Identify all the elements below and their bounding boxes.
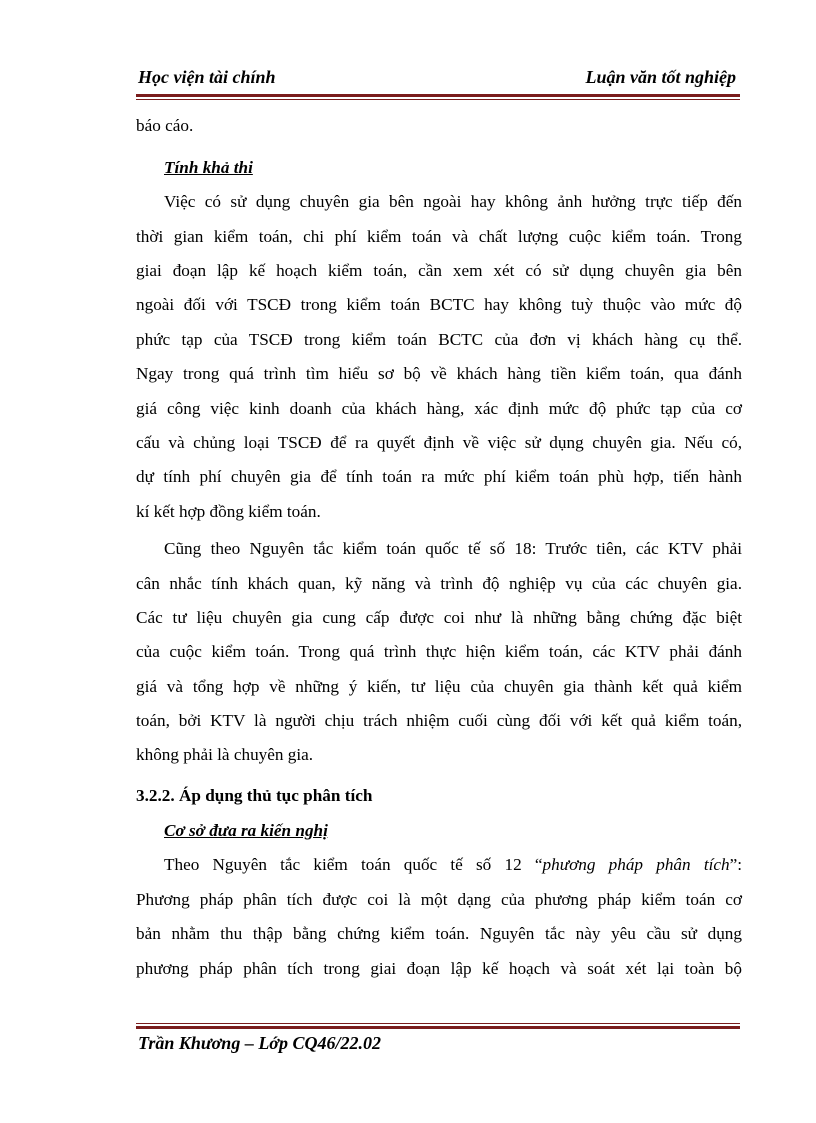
paragraph-line: phương pháp phân tích trong giai đoạn lập kế hoạch và soát xét lại toàn bộ — [136, 959, 742, 978]
subheading-basis: Cơ sở đưa ra kiến nghị — [164, 821, 328, 840]
paragraph-line: không phải là chuyên gia. — [136, 745, 314, 764]
paragraph-line: thời gian kiểm toán, chi phí kiểm toán và chất lượng cuộc kiểm toán. Trong — [136, 227, 742, 246]
paragraph-line: toán, bởi KTV là người chịu trách nhiệm cuối cùng đối với kết quả kiểm toán, — [136, 711, 742, 730]
paragraph-line: phức tạp của TSCĐ trong kiểm toán BCTC của đơn vị khách hàng cụ thể. — [136, 330, 742, 349]
paragraph-line: Cũng theo Nguyên tắc kiểm toán quốc tế số 18: Trước tiên, các KTV phải — [164, 539, 742, 558]
paragraph-line: Các tư liệu chuyên gia cung cấp được coi như là những bằng chứng đặc biệt — [136, 608, 742, 627]
footer-rule-thick — [136, 1026, 740, 1029]
paragraph-line: Ngay trong quá trình tìm hiểu sơ bộ về khách hàng tiền kiểm toán, qua đánh — [136, 364, 742, 383]
paragraph-line: Việc có sử dụng chuyên gia bên ngoài hay không ảnh hưởng trực tiếp đến — [164, 192, 742, 211]
body-line: báo cáo. — [136, 116, 194, 135]
paragraph-line: giá công việc kinh doanh của khách hàng, xác định mức độ phức tạp của cơ — [136, 399, 742, 418]
header-document-type: Luận văn tốt nghiệp — [585, 67, 736, 87]
paragraph-line: ngoài đối với TSCĐ trong kiểm toán BCTC hay không tuỳ thuộc vào mức độ — [136, 295, 742, 314]
page-header — [136, 66, 740, 92]
section-heading: 3.2.2. Áp dụng thủ tục phân tích — [136, 786, 373, 805]
footer-rule-thin — [136, 1023, 740, 1024]
paragraph-line: bản nhằm thu thập bằng chứng kiểm toán. Nguyên tắc này yêu cầu sử dụng — [136, 924, 742, 943]
paragraph-line: cấu và chủng loại TSCĐ để ra quyết định về việc sử dụng chuyên gia. Nếu có, — [136, 433, 742, 452]
paragraph-line: Phương pháp phân tích được coi là một dạng của phương pháp kiểm toán cơ — [136, 890, 742, 909]
paragraph-line: của cuộc kiểm toán. Trong quá trình thực hiện kiểm toán, các KTV phải đánh — [136, 642, 742, 661]
header-institution: Học viện tài chính — [138, 67, 276, 87]
header-rule-thick — [136, 94, 740, 97]
subheading-feasibility: Tính khả thi — [164, 158, 253, 177]
paragraph-line: dự tính phí chuyên gia để tính toán ra mức phí kiểm toán phù hợp, tiến hành — [136, 467, 742, 486]
paragraph-line: Theo Nguyên tắc kiểm toán quốc tế số 12 “phương pháp phân tích”: — [164, 855, 742, 874]
paragraph-line: giá và tổng hợp về những ý kiến, tư liệu của chuyên gia thành kết quả kiểm — [136, 677, 742, 696]
header-rule-thin — [136, 99, 740, 100]
paragraph-line: cân nhắc tính khách quan, kỹ năng và trình độ nghiệp vụ của các chuyên gia. — [136, 574, 742, 593]
paragraph-line: giai đoạn lập kế hoạch kiểm toán, cần xem xét có sử dụng chuyên gia bên — [136, 261, 742, 280]
page-footer: Trần Khương – Lớp CQ46/22.02 — [138, 1033, 381, 1053]
paragraph-line: kí kết hợp đồng kiểm toán. — [136, 502, 321, 521]
